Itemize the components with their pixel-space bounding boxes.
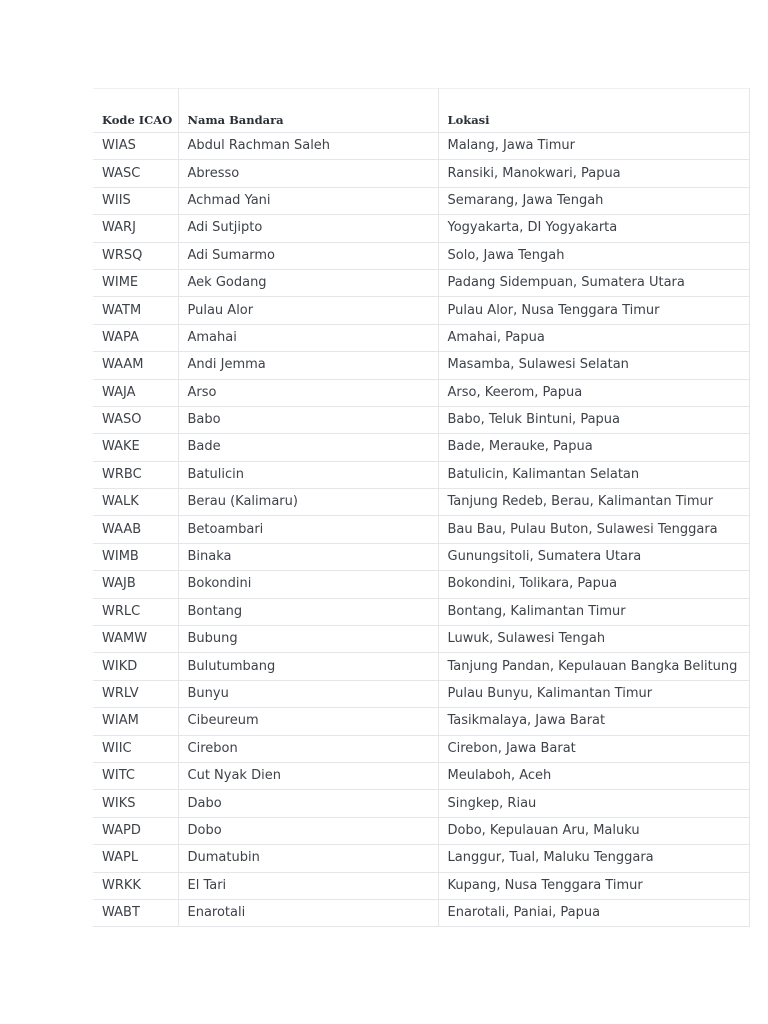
airport-name-cell: Babo xyxy=(178,406,438,433)
table-row xyxy=(93,297,749,324)
airport-name-cell: Binaka xyxy=(178,543,438,570)
table-header-row xyxy=(93,89,749,133)
table-row xyxy=(93,516,749,543)
location-cell: Gunungsitoli, Sumatera Utara xyxy=(438,543,749,570)
table-row xyxy=(93,762,749,789)
location-cell: Luwuk, Sulawesi Tengah xyxy=(438,626,749,653)
location-cell: Semarang, Jawa Tengah xyxy=(438,187,749,214)
airport-name-cell: Enarotali xyxy=(178,899,438,926)
icao-code-cell: WAKE xyxy=(93,434,178,461)
airport-name-cell: Bokondini xyxy=(178,571,438,598)
airport-name-cell: Abdul Rachman Saleh xyxy=(178,133,438,160)
icao-code-cell: WAJA xyxy=(93,379,178,406)
table-row xyxy=(93,845,749,872)
icao-code-cell: WARJ xyxy=(93,215,178,242)
airport-name-cell: Dabo xyxy=(178,790,438,817)
icao-code-cell: WATM xyxy=(93,297,178,324)
table-row xyxy=(93,242,749,269)
icao-code-cell: WAPL xyxy=(93,845,178,872)
location-cell: Kupang, Nusa Tenggara Timur xyxy=(438,872,749,899)
airport-name-cell: Bubung xyxy=(178,626,438,653)
header-airport-name: Nama Bandara xyxy=(178,89,438,133)
location-cell: Masamba, Sulawesi Selatan xyxy=(438,352,749,379)
location-cell: Dobo, Kepulauan Aru, Maluku xyxy=(438,817,749,844)
location-cell: Yogyakarta, DI Yogyakarta xyxy=(438,215,749,242)
location-cell: Bau Bau, Pulau Buton, Sulawesi Tenggara xyxy=(438,516,749,543)
table-row xyxy=(93,187,749,214)
location-cell: Arso, Keerom, Papua xyxy=(438,379,749,406)
location-cell: Batulicin, Kalimantan Selatan xyxy=(438,461,749,488)
icao-code-cell: WIIS xyxy=(93,187,178,214)
table-row xyxy=(93,680,749,707)
location-cell: Cirebon, Jawa Barat xyxy=(438,735,749,762)
icao-code-cell: WAPA xyxy=(93,324,178,351)
location-cell: Pulau Bunyu, Kalimantan Timur xyxy=(438,680,749,707)
location-cell: Ransiki, Manokwari, Papua xyxy=(438,160,749,187)
icao-code-cell: WIIC xyxy=(93,735,178,762)
location-cell: Meulaboh, Aceh xyxy=(438,762,749,789)
airport-table xyxy=(93,88,750,927)
table-row xyxy=(93,817,749,844)
table-row xyxy=(93,735,749,762)
icao-code-cell: WAAM xyxy=(93,352,178,379)
table-row xyxy=(93,461,749,488)
airport-name-cell: Cibeureum xyxy=(178,708,438,735)
airport-name-cell: Arso xyxy=(178,379,438,406)
header-icao-code: Kode ICAO xyxy=(93,89,178,133)
airport-name-cell: Adi Sutjipto xyxy=(178,215,438,242)
location-cell: Singkep, Riau xyxy=(438,790,749,817)
airport-name-cell: Bunyu xyxy=(178,680,438,707)
table-row xyxy=(93,543,749,570)
airport-name-cell: Aek Godang xyxy=(178,269,438,296)
table-row xyxy=(93,406,749,433)
location-cell: Tanjung Pandan, Kepulauan Bangka Belitung xyxy=(438,653,749,680)
icao-code-cell: WAAB xyxy=(93,516,178,543)
table-row xyxy=(93,133,749,160)
airport-name-cell: Batulicin xyxy=(178,461,438,488)
table-row xyxy=(93,269,749,296)
location-cell: Amahai, Papua xyxy=(438,324,749,351)
icao-code-cell: WIMB xyxy=(93,543,178,570)
location-cell: Padang Sidempuan, Sumatera Utara xyxy=(438,269,749,296)
table-row xyxy=(93,598,749,625)
airport-name-cell: Amahai xyxy=(178,324,438,351)
table-row xyxy=(93,434,749,461)
table-row xyxy=(93,653,749,680)
icao-code-cell: WRLC xyxy=(93,598,178,625)
table-row xyxy=(93,352,749,379)
icao-code-cell: WABT xyxy=(93,899,178,926)
icao-code-cell: WIAS xyxy=(93,133,178,160)
airport-name-cell: Betoambari xyxy=(178,516,438,543)
icao-code-cell: WRBC xyxy=(93,461,178,488)
table-body xyxy=(93,133,749,927)
icao-code-cell: WIKS xyxy=(93,790,178,817)
icao-code-cell: WAMW xyxy=(93,626,178,653)
table-row xyxy=(93,215,749,242)
location-cell: Pulau Alor, Nusa Tenggara Timur xyxy=(438,297,749,324)
airport-name-cell: Achmad Yani xyxy=(178,187,438,214)
location-cell: Enarotali, Paniai, Papua xyxy=(438,899,749,926)
table-row xyxy=(93,626,749,653)
location-cell: Bokondini, Tolikara, Papua xyxy=(438,571,749,598)
icao-code-cell: WITC xyxy=(93,762,178,789)
icao-code-cell: WIKD xyxy=(93,653,178,680)
location-cell: Solo, Jawa Tengah xyxy=(438,242,749,269)
airport-name-cell: Andi Jemma xyxy=(178,352,438,379)
airport-name-cell: Dobo xyxy=(178,817,438,844)
location-cell: Babo, Teluk Bintuni, Papua xyxy=(438,406,749,433)
icao-code-cell: WASO xyxy=(93,406,178,433)
location-cell: Tasikmalaya, Jawa Barat xyxy=(438,708,749,735)
airport-name-cell: El Tari xyxy=(178,872,438,899)
header-location: Lokasi xyxy=(438,89,749,133)
airport-name-cell: Pulau Alor xyxy=(178,297,438,324)
table-row xyxy=(93,489,749,516)
table-row xyxy=(93,324,749,351)
table-row xyxy=(93,708,749,735)
icao-code-cell: WASC xyxy=(93,160,178,187)
location-cell: Malang, Jawa Timur xyxy=(438,133,749,160)
table-row xyxy=(93,899,749,926)
airport-name-cell: Bontang xyxy=(178,598,438,625)
location-cell: Bontang, Kalimantan Timur xyxy=(438,598,749,625)
airport-name-cell: Dumatubin xyxy=(178,845,438,872)
table-row xyxy=(93,571,749,598)
icao-code-cell: WIME xyxy=(93,269,178,296)
icao-code-cell: WAPD xyxy=(93,817,178,844)
airport-name-cell: Berau (Kalimaru) xyxy=(178,489,438,516)
icao-code-cell: WRLV xyxy=(93,680,178,707)
location-cell: Tanjung Redeb, Berau, Kalimantan Timur xyxy=(438,489,749,516)
icao-code-cell: WIAM xyxy=(93,708,178,735)
airport-name-cell: Adi Sumarmo xyxy=(178,242,438,269)
airport-name-cell: Abresso xyxy=(178,160,438,187)
table-row xyxy=(93,379,749,406)
table-row xyxy=(93,872,749,899)
icao-code-cell: WAJB xyxy=(93,571,178,598)
airport-name-cell: Bulutumbang xyxy=(178,653,438,680)
icao-code-cell: WALK xyxy=(93,489,178,516)
icao-code-cell: WRKK xyxy=(93,872,178,899)
airport-name-cell: Cut Nyak Dien xyxy=(178,762,438,789)
table-row xyxy=(93,160,749,187)
airport-name-cell: Cirebon xyxy=(178,735,438,762)
airport-name-cell: Bade xyxy=(178,434,438,461)
icao-code-cell: WRSQ xyxy=(93,242,178,269)
location-cell: Bade, Merauke, Papua xyxy=(438,434,749,461)
table-row xyxy=(93,790,749,817)
location-cell: Langgur, Tual, Maluku Tenggara xyxy=(438,845,749,872)
